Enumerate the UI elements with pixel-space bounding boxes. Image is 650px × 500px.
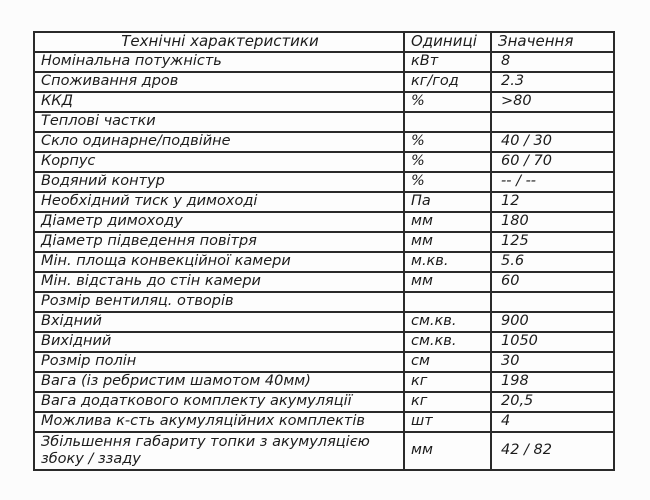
- table-row: [34, 152, 614, 172]
- cell-characteristic: Діаметр димоходу: [34, 212, 404, 232]
- cell-unit: мм: [404, 432, 491, 470]
- cell-unit: мм: [404, 212, 491, 232]
- cell-characteristic: Вихідний: [34, 332, 404, 352]
- cell-characteristic: Мін. відстань до стін камери: [34, 272, 404, 292]
- cell-characteristic: Мін. площа конвекційної камери: [34, 252, 404, 272]
- table-row: [34, 312, 614, 332]
- table-row: [34, 332, 614, 352]
- cell-value: 180: [491, 212, 614, 232]
- cell-characteristic: Вага додаткового комплекту акумуляції: [34, 392, 404, 412]
- table-row: [34, 432, 614, 470]
- cell-unit: м.кв.: [404, 252, 491, 272]
- table-row: [34, 212, 614, 232]
- table-row: [34, 132, 614, 152]
- table-row: [34, 292, 614, 312]
- cell-value: >80: [491, 92, 614, 112]
- cell-characteristic: Діаметр підведення повітря: [34, 232, 404, 252]
- cell-value: -- / --: [491, 172, 614, 192]
- table-row: [34, 272, 614, 292]
- cell-value: [491, 112, 614, 132]
- cell-value: 30: [491, 352, 614, 372]
- table-row: [34, 392, 614, 412]
- table-header-row: [34, 32, 614, 52]
- cell-value: 20,5: [491, 392, 614, 412]
- cell-value: 5.6: [491, 252, 614, 272]
- cell-characteristic: Можлива к-сть акумуляційних комплектів: [34, 412, 404, 432]
- technical-specs-table: [33, 31, 615, 471]
- column-header-characteristics: Технічні характеристики: [34, 32, 404, 52]
- cell-characteristic: Водяний контур: [34, 172, 404, 192]
- table-row: [34, 252, 614, 272]
- cell-unit: кг/год: [404, 72, 491, 92]
- table-row: [34, 232, 614, 252]
- cell-value: 1050: [491, 332, 614, 352]
- cell-unit: [404, 112, 491, 132]
- cell-value: 60 / 70: [491, 152, 614, 172]
- cell-characteristic: ККД: [34, 92, 404, 112]
- cell-value: 12: [491, 192, 614, 212]
- column-header-units: Одиниці: [404, 32, 491, 52]
- table-row: [34, 372, 614, 392]
- cell-unit: %: [404, 132, 491, 152]
- cell-value: 198: [491, 372, 614, 392]
- cell-value: 42 / 82: [491, 432, 614, 470]
- cell-characteristic: Розмір полін: [34, 352, 404, 372]
- cell-characteristic: Вага (із ребристим шамотом 40мм): [34, 372, 404, 392]
- cell-value: 900: [491, 312, 614, 332]
- cell-unit: кг: [404, 392, 491, 412]
- cell-value: 40 / 30: [491, 132, 614, 152]
- cell-characteristic: Розмір вентиляц. отворів: [34, 292, 404, 312]
- cell-value: 2.3: [491, 72, 614, 92]
- table-body: [34, 52, 614, 470]
- cell-unit: шт: [404, 412, 491, 432]
- cell-value: [491, 292, 614, 312]
- table-row: [34, 352, 614, 372]
- cell-characteristic: Скло одинарне/подвійне: [34, 132, 404, 152]
- cell-characteristic: Збільшення габариту топки з акумуляцією збоку / ззаду: [34, 432, 404, 470]
- cell-characteristic: Номінальна потужність: [34, 52, 404, 72]
- cell-value: 8: [491, 52, 614, 72]
- cell-unit: %: [404, 152, 491, 172]
- table-row: [34, 192, 614, 212]
- column-header-value: Значення: [491, 32, 614, 52]
- cell-unit: см: [404, 352, 491, 372]
- cell-characteristic: Теплові частки: [34, 112, 404, 132]
- cell-unit: кВт: [404, 52, 491, 72]
- cell-unit: мм: [404, 272, 491, 292]
- cell-unit: %: [404, 172, 491, 192]
- table-row: [34, 92, 614, 112]
- cell-characteristic: Корпус: [34, 152, 404, 172]
- cell-value: 125: [491, 232, 614, 252]
- table-row: [34, 52, 614, 72]
- cell-unit: [404, 292, 491, 312]
- table-row: [34, 72, 614, 92]
- table-row: [34, 172, 614, 192]
- cell-characteristic: Вхідний: [34, 312, 404, 332]
- cell-characteristic: Необхідний тиск у димоході: [34, 192, 404, 212]
- cell-value: 60: [491, 272, 614, 292]
- table-row: [34, 112, 614, 132]
- cell-unit: см.кв.: [404, 312, 491, 332]
- table-row: [34, 412, 614, 432]
- cell-unit: кг: [404, 372, 491, 392]
- cell-unit: см.кв.: [404, 332, 491, 352]
- cell-unit: мм: [404, 232, 491, 252]
- cell-unit: %: [404, 92, 491, 112]
- cell-value: 4: [491, 412, 614, 432]
- cell-unit: Па: [404, 192, 491, 212]
- cell-characteristic: Споживання дров: [34, 72, 404, 92]
